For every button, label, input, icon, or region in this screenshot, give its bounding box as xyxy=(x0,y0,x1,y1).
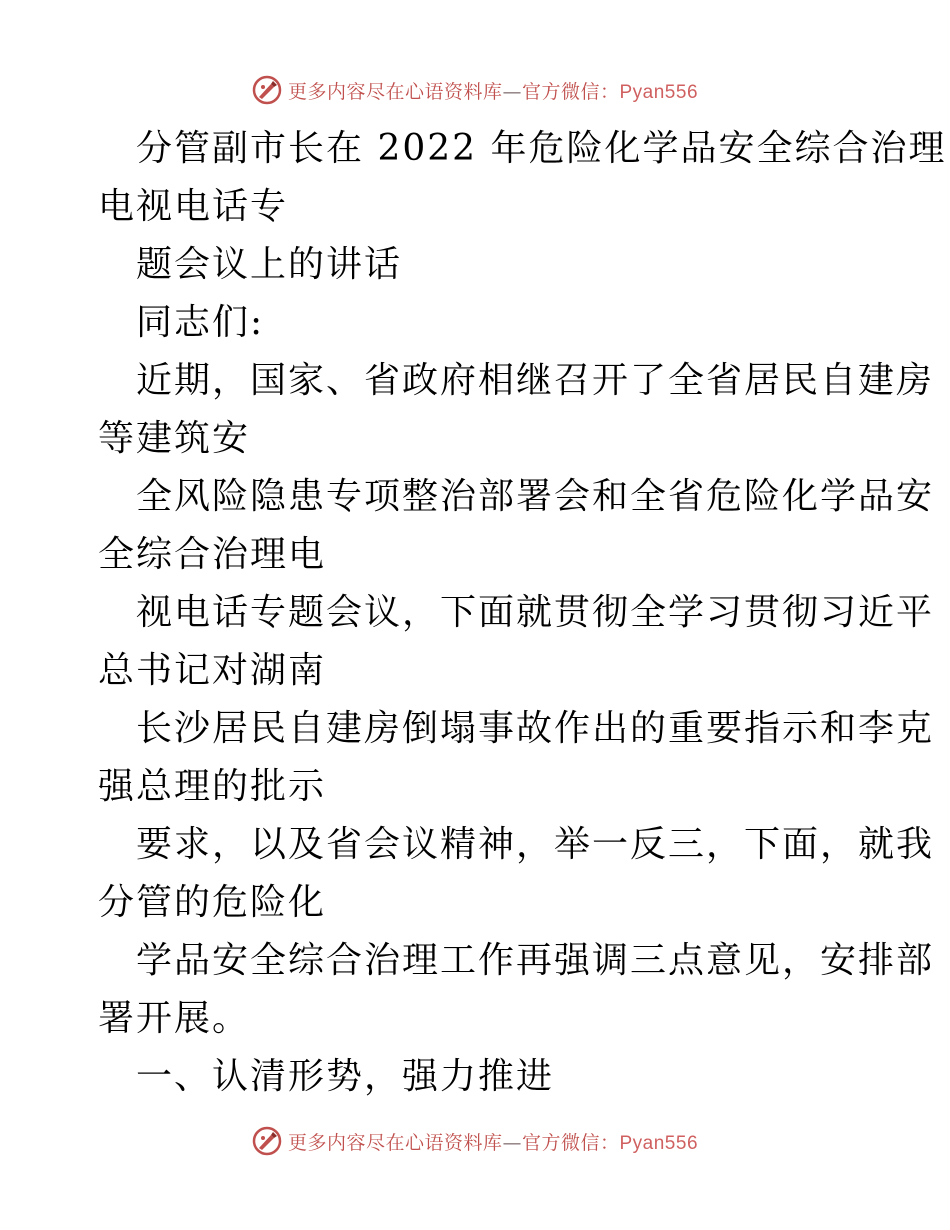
pen-seal-icon xyxy=(252,75,282,105)
footer-watermark-banner xyxy=(0,1121,950,1161)
watermark-contact-id: Pyan556 xyxy=(619,81,699,103)
watermark-contact-id: Pyan556 xyxy=(619,1132,699,1154)
watermark-dash: — xyxy=(502,80,522,103)
paragraph-line: 长沙居民自建房倒塌事故作出的重要指示和李克 xyxy=(136,708,935,749)
watermark-text xyxy=(288,1128,698,1155)
watermark-main: 更多内容尽在心语资料库 xyxy=(287,80,503,103)
pen-seal-icon xyxy=(252,1126,282,1156)
watermark-text xyxy=(288,77,698,104)
paragraph-line: 视电话专题会议，下面就贯彻全学习贯彻习近平 xyxy=(136,592,935,633)
title-line-2: 电视电话专 xyxy=(98,186,289,227)
section-heading: 一、认清形势，强力推进 xyxy=(136,1056,555,1097)
salutation: 同志们: xyxy=(136,302,265,343)
paragraph-line: 等建筑安 xyxy=(98,418,251,459)
paragraph-line: 要求，以及省会议精神，举一反三，下面，就我 xyxy=(136,824,935,865)
paragraph-line: 学品安全综合治理工作再强调三点意见，安排部 xyxy=(136,940,935,981)
paragraph-line: 强总理的批示 xyxy=(98,766,327,807)
watermark-main: 更多内容尽在心语资料库 xyxy=(287,1131,503,1154)
paragraph-line: 全综合治理电 xyxy=(98,534,327,575)
document-body xyxy=(98,120,947,1106)
watermark-contact-label: 官方微信： xyxy=(521,1131,620,1154)
title-line-1: 分管副市长在 2022 年危险化学品安全综合治理 xyxy=(136,128,947,169)
watermark-dash: — xyxy=(502,1131,522,1154)
watermark-contact-label: 官方微信： xyxy=(521,80,620,103)
paragraph-line: 全风险隐患专项整治部署会和全省危险化学品安 xyxy=(136,476,935,517)
paragraph-line: 近期，国家、省政府相继召开了全省居民自建房 xyxy=(136,360,935,401)
paragraph-line: 分管的危险化 xyxy=(98,882,327,923)
paragraph-line: 总书记对湖南 xyxy=(98,650,327,691)
title-line-3: 题会议上的讲话 xyxy=(136,244,403,285)
header-watermark-banner xyxy=(0,70,950,110)
paragraph-line: 署开展。 xyxy=(98,998,251,1039)
